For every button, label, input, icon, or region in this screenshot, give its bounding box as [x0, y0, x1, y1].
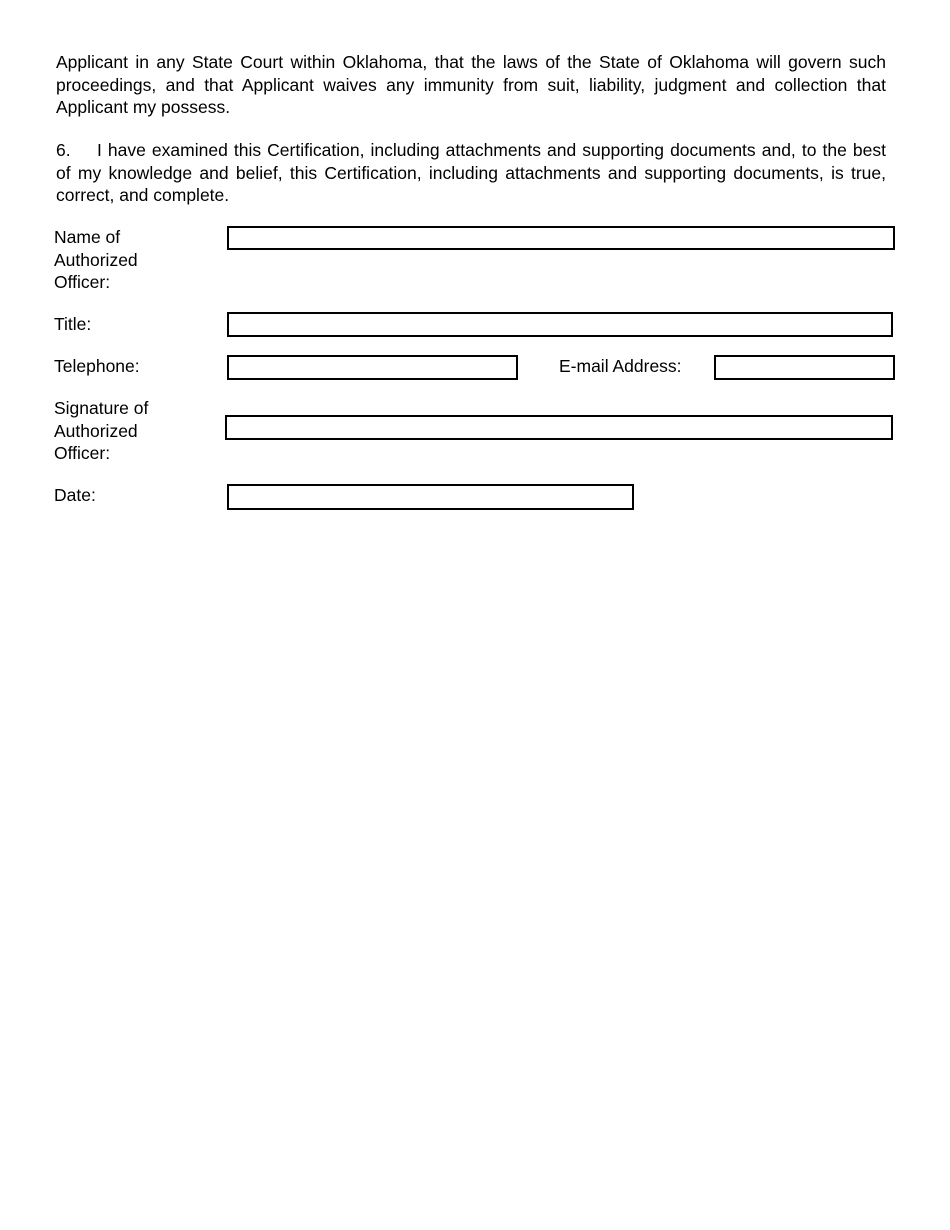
signature-label-line-1: Signature of — [54, 398, 149, 418]
signature-field[interactable] — [225, 415, 893, 440]
title-field[interactable] — [227, 312, 893, 337]
email-field[interactable] — [714, 355, 895, 380]
date-label: Date: — [54, 485, 96, 505]
signature-label — [54, 397, 148, 465]
name-label-line-2: Authorized — [54, 249, 138, 270]
paragraph-6-text: I have examined this Certification, including attachments and supporting documents and, to the best of my knowledge and belief, this Certification, including attachments and supporting documents, is true, correct, and complete. — [56, 140, 886, 205]
name-label-line-1: Name of — [54, 227, 121, 247]
telephone-label: Telephone: — [54, 356, 140, 376]
name-of-officer-field[interactable] — [227, 226, 895, 250]
telephone-field[interactable] — [227, 355, 518, 380]
signature-label-line-2: Authorized — [54, 420, 138, 441]
paragraph-6-number: 6. — [56, 140, 71, 160]
date-field[interactable] — [227, 484, 634, 510]
paragraph-continuation: Applicant in any State Court within Oklahoma, that the laws of the State of Oklahoma will govern such proceedings, and that Applicant waives any immunity from suit, liability, judgment and collection that Applicant my possess. — [56, 52, 886, 117]
name-of-officer-label — [54, 226, 138, 294]
paragraph-6 — [56, 139, 886, 207]
signature-label-line-3: Officer: — [54, 443, 111, 463]
title-label: Title: — [54, 314, 92, 334]
email-label: E-mail Address: — [559, 356, 682, 376]
name-label-line-3: Officer: — [54, 272, 111, 292]
